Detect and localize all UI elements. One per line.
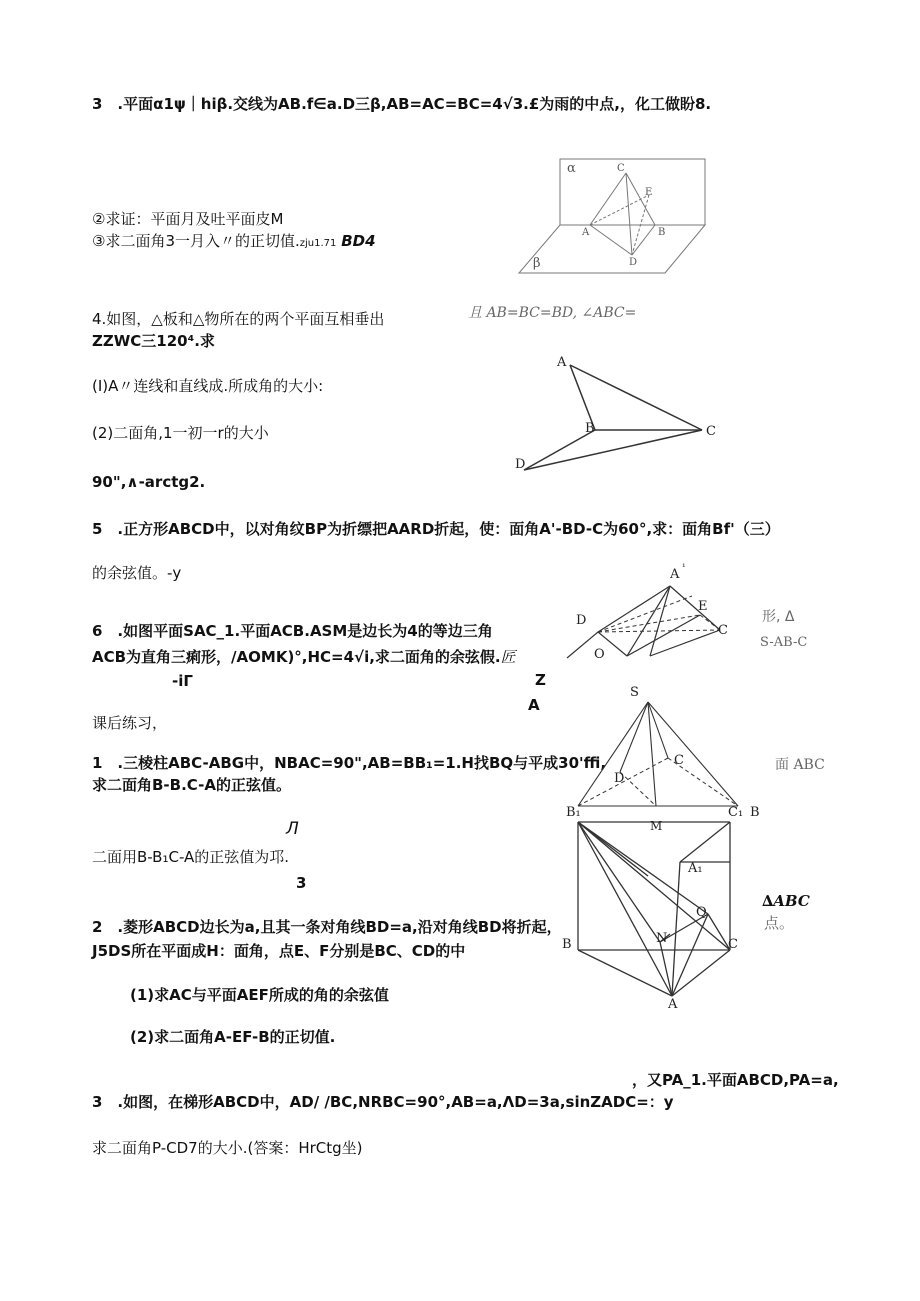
figure-3-label-o: O	[594, 647, 605, 660]
problem-4-answer: 90",∧-arctg2.	[92, 473, 206, 491]
figure-4-label-m: M	[650, 819, 663, 833]
figure-1-label-d: D	[629, 257, 638, 268]
figure-4-label-d: D	[614, 771, 625, 786]
exercise-2-sub-2: (2)求二面角A-EF-B的正切值.	[130, 1028, 336, 1046]
figure-1-label-b: B	[658, 227, 666, 238]
problem-6-line-2	[92, 648, 516, 666]
problem-6-aside-1: 形, Δ	[762, 609, 795, 625]
figure-2-label-d: D	[515, 457, 526, 472]
exercise-2-statement: 2 .菱形ABCD边长为a,且其一条对角线BD=a,沿对角线BD将折起，	[92, 918, 562, 936]
figure-5-label-q: Q	[696, 905, 707, 920]
figure-4-label-b1: B₁	[566, 805, 581, 820]
problem-4-question-1: (I)A〃连线和直线成.所成角的大小:	[92, 377, 324, 395]
problem-3-item-1: ②求证：平面月及吐平面皮M	[92, 210, 284, 228]
exercise-3-question: 求二面角P-CD7的大小.(答案：HrCtg坐)	[92, 1139, 363, 1157]
figure-1-label-a: A	[582, 227, 590, 238]
problem-4-aside: 且 AB=BC=BD, ∠ABC=	[468, 305, 637, 321]
exercise-1-aside: 面 ABC	[775, 757, 825, 773]
problem-4-statement: 4.如图，△板和△物所在的两个平面互相垂出	[92, 310, 385, 328]
exercise-1-question: 求二面角B-B.C-A的正弦值。	[92, 776, 291, 794]
figure-4-label-c: C	[674, 753, 684, 768]
problem-3-statement: 3 .平面α1ψ｜hiβ.交线为AB.f∈a.D三β,AB=AC=BC=4√3.£为雨的中点,，化工做盼8.	[92, 95, 712, 113]
figure-folded-square	[562, 560, 742, 660]
figure-1-label-beta: β	[533, 256, 541, 271]
after-class-heading: 课后练习，	[92, 714, 168, 732]
figure-3-label-d: D	[576, 613, 587, 628]
exercise-3-statement: 3 .如图，在梯形ABCD中，AD/ /BC,NRBC=90°,AB=a,ΛD=3a,sinZADC=：y	[92, 1093, 674, 1111]
exercise-2-sub-1: (1)求AC与平面AEF所成的角的余弦值	[130, 986, 389, 1004]
figure-5-label-c: C	[728, 937, 738, 952]
exercise-2-aside: ∆ABC	[762, 892, 810, 910]
problem-6-statement: 6 .如图平面SAC_1.平面ACB.ASM是边长为4的等边三角	[92, 622, 493, 640]
figure-2-label-a: A	[557, 355, 567, 370]
figure-planes-alpha-beta	[505, 155, 720, 277]
problem-4-question-2: (2)二面角,1一初一r的大小	[92, 424, 269, 442]
figure-1-label-e: E	[645, 187, 653, 198]
figure-5-label-a1: A₁	[688, 861, 703, 876]
exercise-1-fraction-bottom: 3	[296, 874, 307, 892]
figure-2-label-c: C	[706, 424, 716, 439]
figure-3-label-c: C	[718, 623, 728, 638]
figure-3-label-a: A	[670, 567, 680, 582]
figure-5-label-n: N	[656, 931, 668, 946]
exercise-3-aside: ，又PA_1.平面ABCD,PA=a,	[632, 1071, 839, 1089]
figure-4-label-c1: C₁	[728, 805, 744, 820]
exercise-1-answer: 二面用B-B₁C-A的正弦值为邛.	[92, 848, 290, 866]
mark-z: Z	[535, 671, 546, 689]
problem-3-item-2-small: zju1.71	[299, 238, 337, 249]
problem-6-line-2-tail: 匠	[500, 648, 516, 666]
figure-triangles-abcd	[510, 348, 725, 476]
figure-5-label-b: B	[562, 937, 572, 952]
problem-6-line-3: -iΓ	[172, 672, 193, 690]
figure-3-label-prime: ¹	[682, 563, 686, 573]
figure-pyramid-prism	[560, 680, 775, 1010]
exercise-2-aside-point: 点。	[764, 914, 795, 932]
figure-4-label-s: S	[630, 685, 639, 700]
figure-5-label-a: A	[668, 997, 678, 1010]
exercise-1-fraction-top: Л	[286, 819, 299, 839]
problem-6-line-2-text: ACB为直角三痢形，/AOMK)°,HC=4√i,求二面角的余弦假.	[92, 648, 501, 666]
problem-5-continuation: 的余弦值。-y	[92, 564, 182, 582]
figure-4-label-b: B	[750, 805, 760, 820]
mark-a: A	[528, 696, 540, 714]
figure-1-label-alpha: α	[567, 161, 576, 176]
problem-3-item-2-tail: BD4	[341, 232, 376, 250]
problem-4-angle: ZZWC三120⁴.求	[92, 332, 215, 350]
figure-1-label-c: C	[617, 163, 625, 174]
exercise-1-statement: 1 .三棱柱ABC-ABG中，NBAC=90",AB=BB₁=1.H找BQ与平成30'ffi,	[92, 754, 607, 772]
problem-3-item-2	[92, 232, 376, 253]
figure-2-label-b: B	[585, 421, 595, 436]
problem-3-item-2-text: ③求二面角3一月入〃的正切值.	[92, 232, 300, 250]
problem-6-aside-2: S-AB-C	[760, 635, 808, 650]
exercise-2-line-2: J5DS所在平面成H：面角，点E、F分别是BC、CD的中	[92, 942, 466, 960]
figure-3-label-e: E	[698, 599, 708, 614]
problem-5-statement: 5 .正方形ABCD中，以对角纹BP为折缥把AARD折起，使：面角A'-BD-C为60°,求：面角Bf'（三）	[92, 520, 780, 538]
